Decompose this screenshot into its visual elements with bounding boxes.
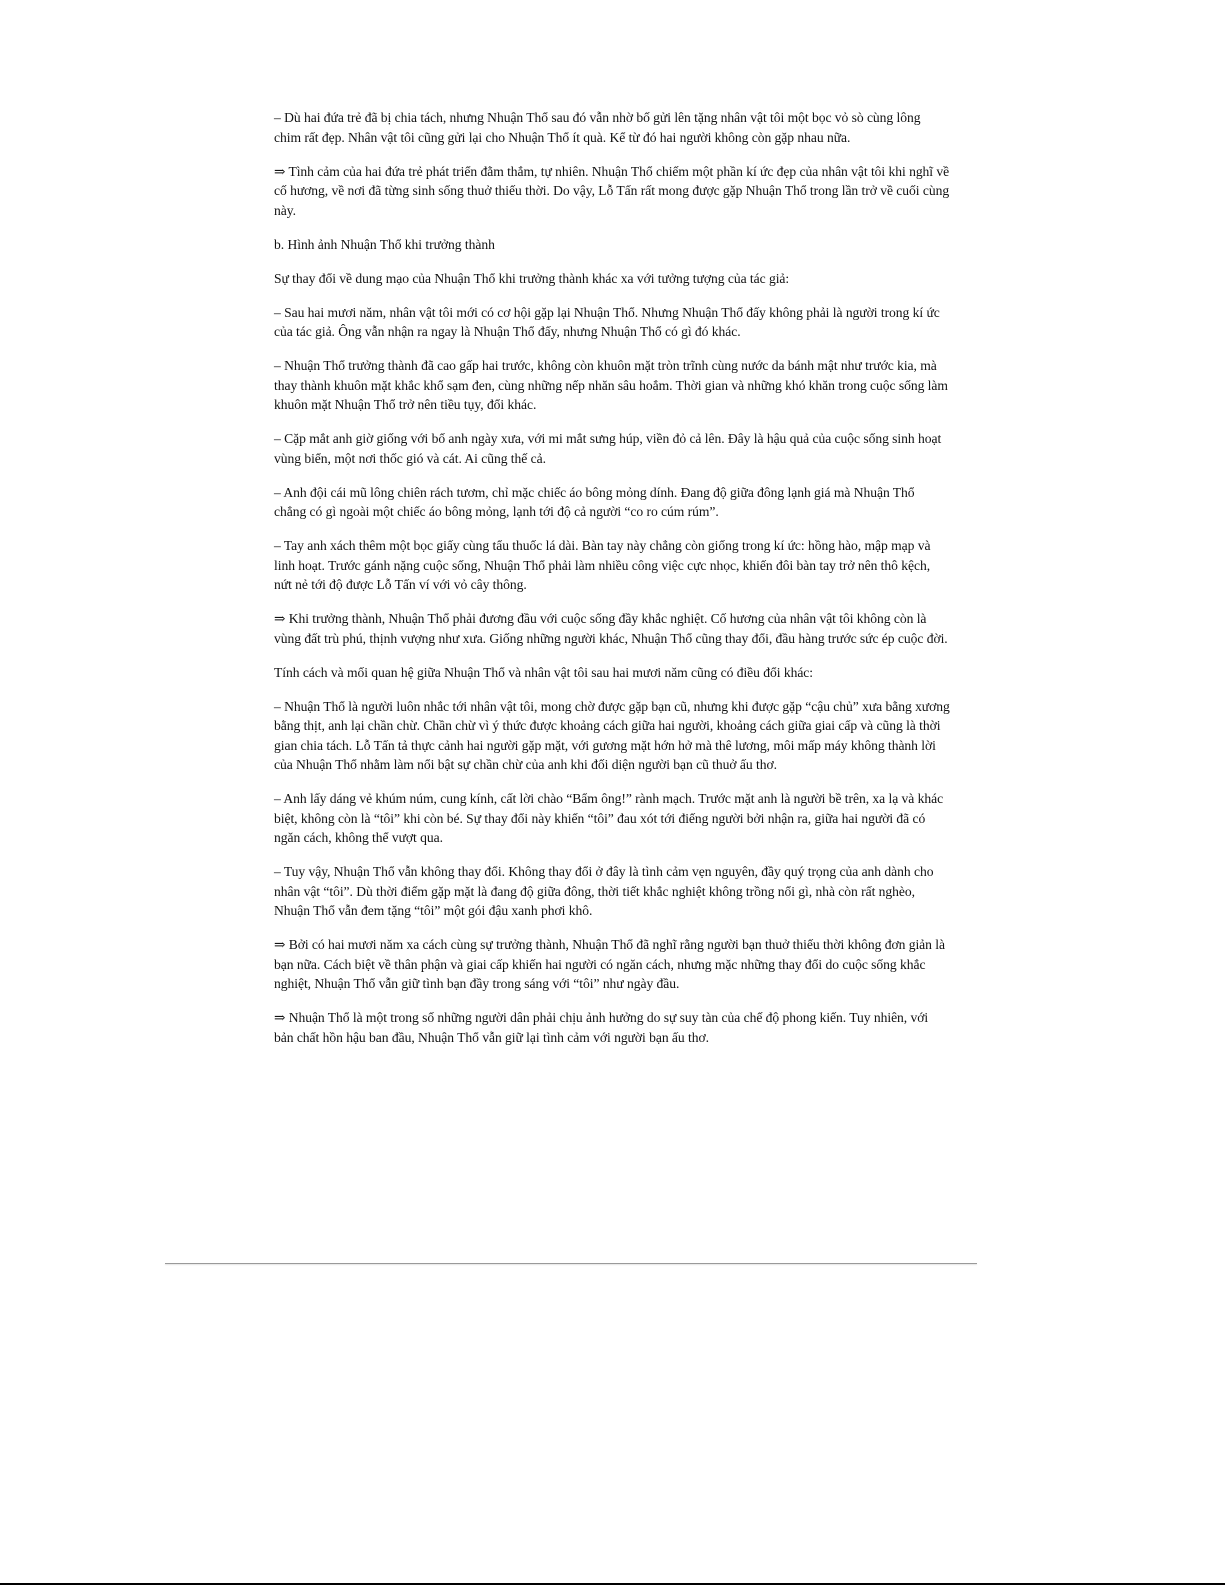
document-body bbox=[274, 108, 950, 1062]
paragraph-appearance-intro: Sự thay đổi về dung mạo của Nhuận Thổ khi trưởng thành khác xa với tưởng tượng của tác giả: bbox=[274, 270, 790, 286]
paragraph-hesitation: – Nhuận Thổ là người luôn nhắc tới nhân vật tôi, mong chờ được gặp bạn cũ, nhưng khi được gặp “cậu chủ” xưa bằng xương bằng thịt, anh lại chần chừ. Chần chừ vì ý thức được khoảng cách giữa hai người, khoảng cách giữa giai cấp và cũng là thời gian chia tách. Lỗ Tấn tả thực cảnh hai người gặp mặt, với gương mặt hớn hở mà thê lương, môi mấp máy không thành lời của Nhuận Thổ nhằm làm nổi bật sự chần chừ của anh khi đối diện người bạn cũ thuở ấu thơ. bbox=[274, 698, 950, 772]
paragraph-eyes: – Cặp mắt anh giờ giống với bố anh ngày xưa, với mi mắt sưng húp, viền đỏ cả lên. Đây là hậu quả của cuộc sống sinh hoạt vùng biển, một nơi thốc gió và cát. Ai cũng thế cả. bbox=[274, 431, 942, 466]
paragraph-reunion: – Sau hai mươi năm, nhân vật tôi mới có cơ hội gặp lại Nhuận Thổ. Nhưng Nhuận Thổ đấy không phải là người trong kí ức của tác giả. Ông vẫn nhận ra ngay là Nhuận Thổ đấy, nhưng Nhuận Thổ có gì đó khác. bbox=[274, 304, 940, 339]
paragraph-personality-intro: Tính cách và mối quan hệ giữa Nhuận Thổ và nhân vật tôi sau hai mươi năm cũng có điều đổi khác: bbox=[274, 664, 814, 680]
paragraph-hands: – Tay anh xách thêm một bọc giấy cùng tẩu thuốc lá dài. Bàn tay này chẳng còn giống trong kí ức: hồng hào, mập mạp và linh hoạt. Trước gánh nặng cuộc sống, Nhuận Thổ phải làm nhiều công việc cực nhọc, khiến đôi bàn tay trở nên thô kệch, nứt nẻ tới độ được Lỗ Tấn ví với vỏ cây thông. bbox=[274, 538, 931, 592]
paragraph-face-change: – Nhuận Thổ trưởng thành đã cao gấp hai trước, không còn khuôn mặt tròn trĩnh cùng nước da bánh mật như trước kia, mà thay thành khuôn mặt khắc khổ sạm đen, cùng những nếp nhăn sâu hoắm. Thời gian và những khó khăn trong cuộc sống làm khuôn mặt Nhuận Thổ trở nên tiều tụy, đổi khác. bbox=[274, 358, 948, 412]
paragraph-unchanged-affection: – Tuy vậy, Nhuận Thổ vẫn không thay đổi. Không thay đổi ở đây là tình cảm vẹn nguyên, đầy quý trọng của anh dành cho nhân vật “tôi”. Dù thời điểm gặp mặt là đang độ giữa đông, thời tiết khắc nghiệt không trồng nổi gì, nhà còn rất nghèo, Nhuận Thổ vẫn đem tặng “tôi” một gói đậu xanh phơi khô. bbox=[274, 864, 934, 918]
paragraph-hardship-conclusion: ⇒ Khi trưởng thành, Nhuận Thổ phải đương đầu với cuộc sống đầy khắc nghiệt. Cố hương của nhân vật tôi không còn là vùng đất trù phú, thịnh vượng như xưa. Giống những người khác, Nhuận Thổ cũng thay đổi, đầu hàng trước sức ép cuộc đời. bbox=[274, 611, 948, 646]
paragraph-final-conclusion: ⇒ Nhuận Thổ là một trong số những người dân phải chịu ảnh hưởng do sự suy tàn của chế độ phong kiến. Tuy nhiên, với bản chất hồn hậu ban đầu, Nhuận Thổ vẫn giữ lại tình cảm với người bạn ấu thơ. bbox=[274, 1010, 929, 1045]
paragraph-clothing: – Anh đội cái mũ lông chiên rách tươm, chỉ mặc chiếc áo bông mỏng dính. Đang độ giữa đông lạnh giá mà Nhuận Thổ chẳng có gì ngoài một chiếc áo bông mỏng, lạnh tới độ cả người “co ro cúm rúm”. bbox=[274, 484, 915, 519]
paragraph-gifts-exchange: – Dù hai đứa trẻ đã bị chia tách, nhưng Nhuận Thổ sau đó vẫn nhờ bố gửi lên tặng nhân vật tôi một bọc vỏ sò cùng lông chim rất đẹp. Nhân vật tôi cũng gửi lại cho Nhuận Thổ ít quà. Kể từ đó hai người không còn gặp nhau nữa. bbox=[274, 110, 921, 145]
section-heading-adult-nhuan-tho: b. Hình ảnh Nhuận Thổ khi trưởng thành bbox=[274, 236, 495, 252]
paragraph-friendship-conclusion: ⇒ Tình cảm của hai đứa trẻ phát triển đằm thắm, tự nhiên. Nhuận Thổ chiếm một phần kí ức đẹp của nhân vật tôi khi nghĩ về cố hương, về nơi đã từng sinh sống thuở thiếu thời. Do vậy, Lỗ Tấn rất mong được gặp Nhuận Thổ trong lần trở về cuối cùng này. bbox=[274, 163, 950, 218]
page-divider bbox=[165, 1263, 977, 1264]
paragraph-greeting: – Anh lấy dáng vẻ khúm núm, cung kính, cất lời chào “Bẩm ông!” rành mạch. Trước mặt anh là người bề trên, xa lạ và khác biệt, không còn là “tôi” khi còn bé. Sự thay đổi này khiến “tôi” đau xót tới điếng người bởi nhận ra, giữa hai người đã có ngăn cách, không thể vượt qua. bbox=[274, 791, 944, 845]
paragraph-separation-conclusion: ⇒ Bởi có hai mươi năm xa cách cùng sự trưởng thành, Nhuận Thổ đã nghĩ rằng người bạn thuở thiếu thời không đơn giản là bạn nữa. Cách biệt về thân phận và giai cấp khiến hai người có ngăn cách, nhưng mặc những thay đổi do cuộc sống khắc nghiệt, Nhuận Thổ vẫn giữ tình bạn đầy trong sáng với “tôi” như ngày đầu. bbox=[274, 937, 945, 991]
